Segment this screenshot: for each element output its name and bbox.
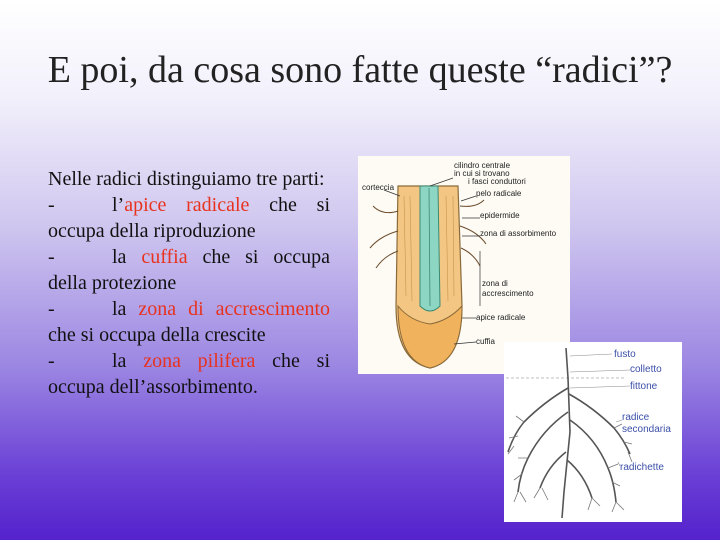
label-accrescimento-2: accrescimento xyxy=(482,289,534,298)
label-corteccia: corteccia xyxy=(362,183,395,192)
highlight-term: zona di accrescimento xyxy=(138,298,331,320)
label-epidermide: epidermide xyxy=(480,211,520,220)
label-colletto: colletto xyxy=(630,364,662,375)
slide-title: E poi, da cosa sono fatte queste “radici”? xyxy=(47,49,673,91)
bullet-dash: - xyxy=(48,298,55,320)
highlight-term: zona pilifera xyxy=(143,350,256,372)
label-radice: radice xyxy=(622,412,650,423)
list-item: - la zona pilifera che si occupa dell’assorbimento. xyxy=(48,350,331,398)
label-radichette: radichette xyxy=(620,462,664,473)
label-fittone: fittone xyxy=(630,381,658,392)
highlight-term: cuffia xyxy=(141,246,188,268)
label-apice: apice radicale xyxy=(476,313,526,322)
intro-text: Nelle radici distinguiamo tre parti: xyxy=(48,168,325,190)
list-item: - l’apice radicale che si occupa della riproduzione xyxy=(48,194,331,242)
label-cilindro: cilindro centrale xyxy=(454,161,511,170)
label-assorbimento: zona di assorbimento xyxy=(480,229,557,238)
label-cilindro-2: in cui si trovano xyxy=(454,169,510,178)
taproot-illustration xyxy=(504,342,682,522)
label-accrescimento-1: zona di xyxy=(482,279,508,288)
label-pelo: pelo radicale xyxy=(476,189,522,198)
highlight-term: apice radicale xyxy=(124,194,250,216)
taproot-diagram xyxy=(504,342,682,522)
list-item: - la zona di accrescimento che si occupa della crescite xyxy=(48,298,331,346)
bullet-dash: - xyxy=(48,350,55,372)
bullet-dash: - xyxy=(48,194,55,216)
label-secondaria: secondaria xyxy=(622,424,671,435)
label-cuffia: cuffia xyxy=(476,337,495,346)
list-item: - la cuffia che si occupa della protezione xyxy=(48,246,330,294)
label-fusto: fusto xyxy=(614,349,636,360)
body-text xyxy=(48,166,330,400)
bullet-dash: - xyxy=(48,246,55,268)
label-cilindro-3: i fasci conduttori xyxy=(468,177,526,186)
